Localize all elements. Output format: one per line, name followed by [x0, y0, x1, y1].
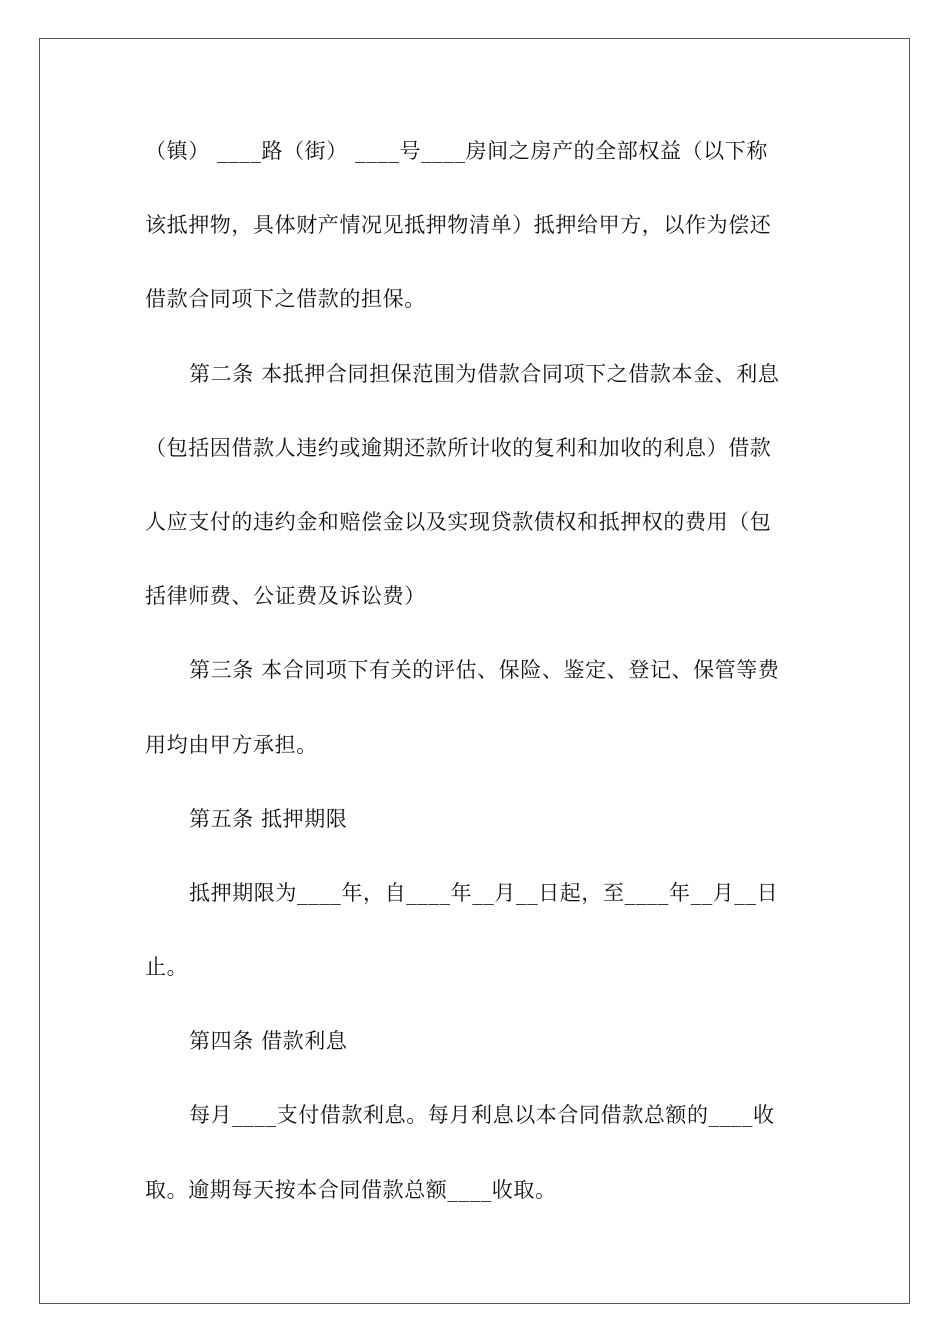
- term-period-line: 抵押期限为____年，自____年__月__日起，至____年__月__日: [189, 880, 779, 905]
- text-line: 用均由甲方承担。: [145, 732, 318, 757]
- text-line: 借款合同项下之借款的担保。: [145, 287, 426, 312]
- text-line: （镇） ____路（街） ____号____房间之房产的全部权益（以下称: [145, 139, 768, 163]
- clause-3-heading-line: 第三条 本合同项下有关的评估、保险、鉴定、登记、保管等费: [189, 658, 780, 683]
- document-body: [145, 122, 825, 1235]
- text-line: （包括因借款人违约或逾期还款所计收的复利和加收的利息）借款: [145, 435, 772, 460]
- clause-4-heading: 第四条 借款利息: [189, 1029, 348, 1054]
- interest-line: 每月____支付借款利息。每月利息以本合同借款总额的____收: [189, 1103, 775, 1128]
- text-line: 该抵押物，具体财产情况见抵押物清单）抵押给甲方，以作为偿还: [145, 213, 772, 238]
- clause-2-heading-line: 第二条 本抵押合同担保范围为借款合同项下之借款本金、利息: [189, 361, 780, 386]
- text-line: 取。逾期每天按本合同借款总额____收取。: [145, 1177, 557, 1202]
- text-line: 人应支付的违约金和赔偿金以及实现贷款债权和抵押权的费用（包: [145, 509, 772, 534]
- clause-5-heading: 第五条 抵押期限: [189, 806, 348, 831]
- text-line: 括律师费、公证费及诉讼费）: [145, 584, 426, 609]
- text-line: 止。: [145, 955, 189, 980]
